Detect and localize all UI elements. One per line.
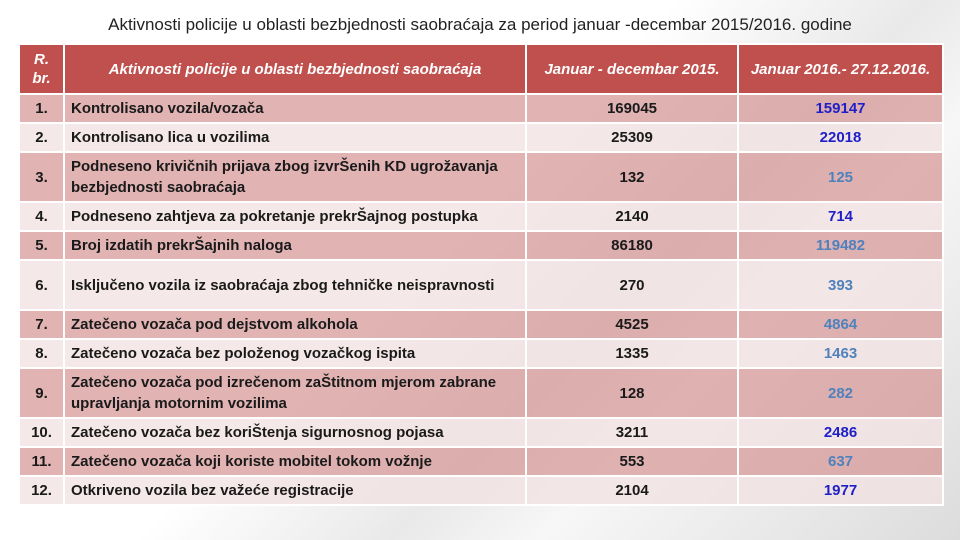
row-activity: Podneseno krivičnih prijava zbog izvrŠenih KD ugrožavanja bezbjednosti saobraćaja xyxy=(64,152,526,202)
row-value-2016: 637 xyxy=(738,447,943,476)
row-number: 4. xyxy=(19,202,64,231)
row-activity: Zatečeno vozača koji koriste mobitel tokom vožnje xyxy=(64,447,526,476)
row-value-2015: 553 xyxy=(526,447,738,476)
table-row xyxy=(19,231,943,260)
police-activities-table xyxy=(18,43,944,506)
slide-title: Aktivnosti policije u oblasti bezbjednosti saobraćaja za period januar -decembar 2015/2016. godine xyxy=(108,15,852,34)
row-value-2016: 159147 xyxy=(738,94,943,123)
row-activity: Broj izdatih prekrŠajnih naloga xyxy=(64,231,526,260)
header-2016: Januar 2016.- 27.12.2016. xyxy=(738,44,943,94)
row-number: 11. xyxy=(19,447,64,476)
row-value-2015: 132 xyxy=(526,152,738,202)
table-row xyxy=(19,310,943,339)
row-number: 5. xyxy=(19,231,64,260)
row-activity: Isključeno vozila iz saobraćaja zbog tehničke neispravnosti xyxy=(64,260,526,310)
row-number: 10. xyxy=(19,418,64,447)
row-number: 2. xyxy=(19,123,64,152)
row-activity: Podneseno zahtjeva za pokretanje prekrŠajnog postupka xyxy=(64,202,526,231)
header-activity: Aktivnosti policije u oblasti bezbjednosti saobraćaja xyxy=(64,44,526,94)
row-value-2015: 4525 xyxy=(526,310,738,339)
row-number: 3. xyxy=(19,152,64,202)
header-row-number: R. br. xyxy=(19,44,64,94)
table-row xyxy=(19,94,943,123)
table-row xyxy=(19,260,943,310)
table-row xyxy=(19,123,943,152)
row-number: 8. xyxy=(19,339,64,368)
table-header-row xyxy=(19,44,943,94)
table-row xyxy=(19,339,943,368)
row-value-2015: 25309 xyxy=(526,123,738,152)
row-number: 12. xyxy=(19,476,64,505)
table-row xyxy=(19,368,943,418)
row-value-2015: 86180 xyxy=(526,231,738,260)
row-activity: Zatečeno vozača bez koriŠtenja sigurnosnog pojasa xyxy=(64,418,526,447)
row-value-2015: 270 xyxy=(526,260,738,310)
table-row xyxy=(19,152,943,202)
row-value-2016: 282 xyxy=(738,368,943,418)
row-value-2016: 393 xyxy=(738,260,943,310)
row-value-2016: 1977 xyxy=(738,476,943,505)
row-number: 9. xyxy=(19,368,64,418)
row-value-2016: 1463 xyxy=(738,339,943,368)
row-value-2016: 2486 xyxy=(738,418,943,447)
table-row xyxy=(19,447,943,476)
row-value-2015: 169045 xyxy=(526,94,738,123)
row-value-2016: 714 xyxy=(738,202,943,231)
row-value-2016: 22018 xyxy=(738,123,943,152)
row-number: 1. xyxy=(19,94,64,123)
row-value-2015: 2140 xyxy=(526,202,738,231)
row-value-2016: 4864 xyxy=(738,310,943,339)
row-value-2015: 3211 xyxy=(526,418,738,447)
row-activity: Zatečeno vozača pod dejstvom alkohola xyxy=(64,310,526,339)
row-activity: Zatečeno vozača pod izrečenom zaŠtitnom mjerom zabrane upravljanja motornim vozilima xyxy=(64,368,526,418)
row-activity: Otkriveno vozila bez važeće registracije xyxy=(64,476,526,505)
row-value-2016: 119482 xyxy=(738,231,943,260)
row-number: 7. xyxy=(19,310,64,339)
row-activity: Zatečeno vozača bez položenog vozačkog ispita xyxy=(64,339,526,368)
row-value-2015: 1335 xyxy=(526,339,738,368)
table-row xyxy=(19,202,943,231)
row-number: 6. xyxy=(19,260,64,310)
row-activity: Kontrolisano vozila/vozača xyxy=(64,94,526,123)
row-activity: Kontrolisano lica u vozilima xyxy=(64,123,526,152)
header-2015: Januar - decembar 2015. xyxy=(526,44,738,94)
row-value-2015: 2104 xyxy=(526,476,738,505)
table-row xyxy=(19,476,943,505)
row-value-2016: 125 xyxy=(738,152,943,202)
row-value-2015: 128 xyxy=(526,368,738,418)
table-row xyxy=(19,418,943,447)
